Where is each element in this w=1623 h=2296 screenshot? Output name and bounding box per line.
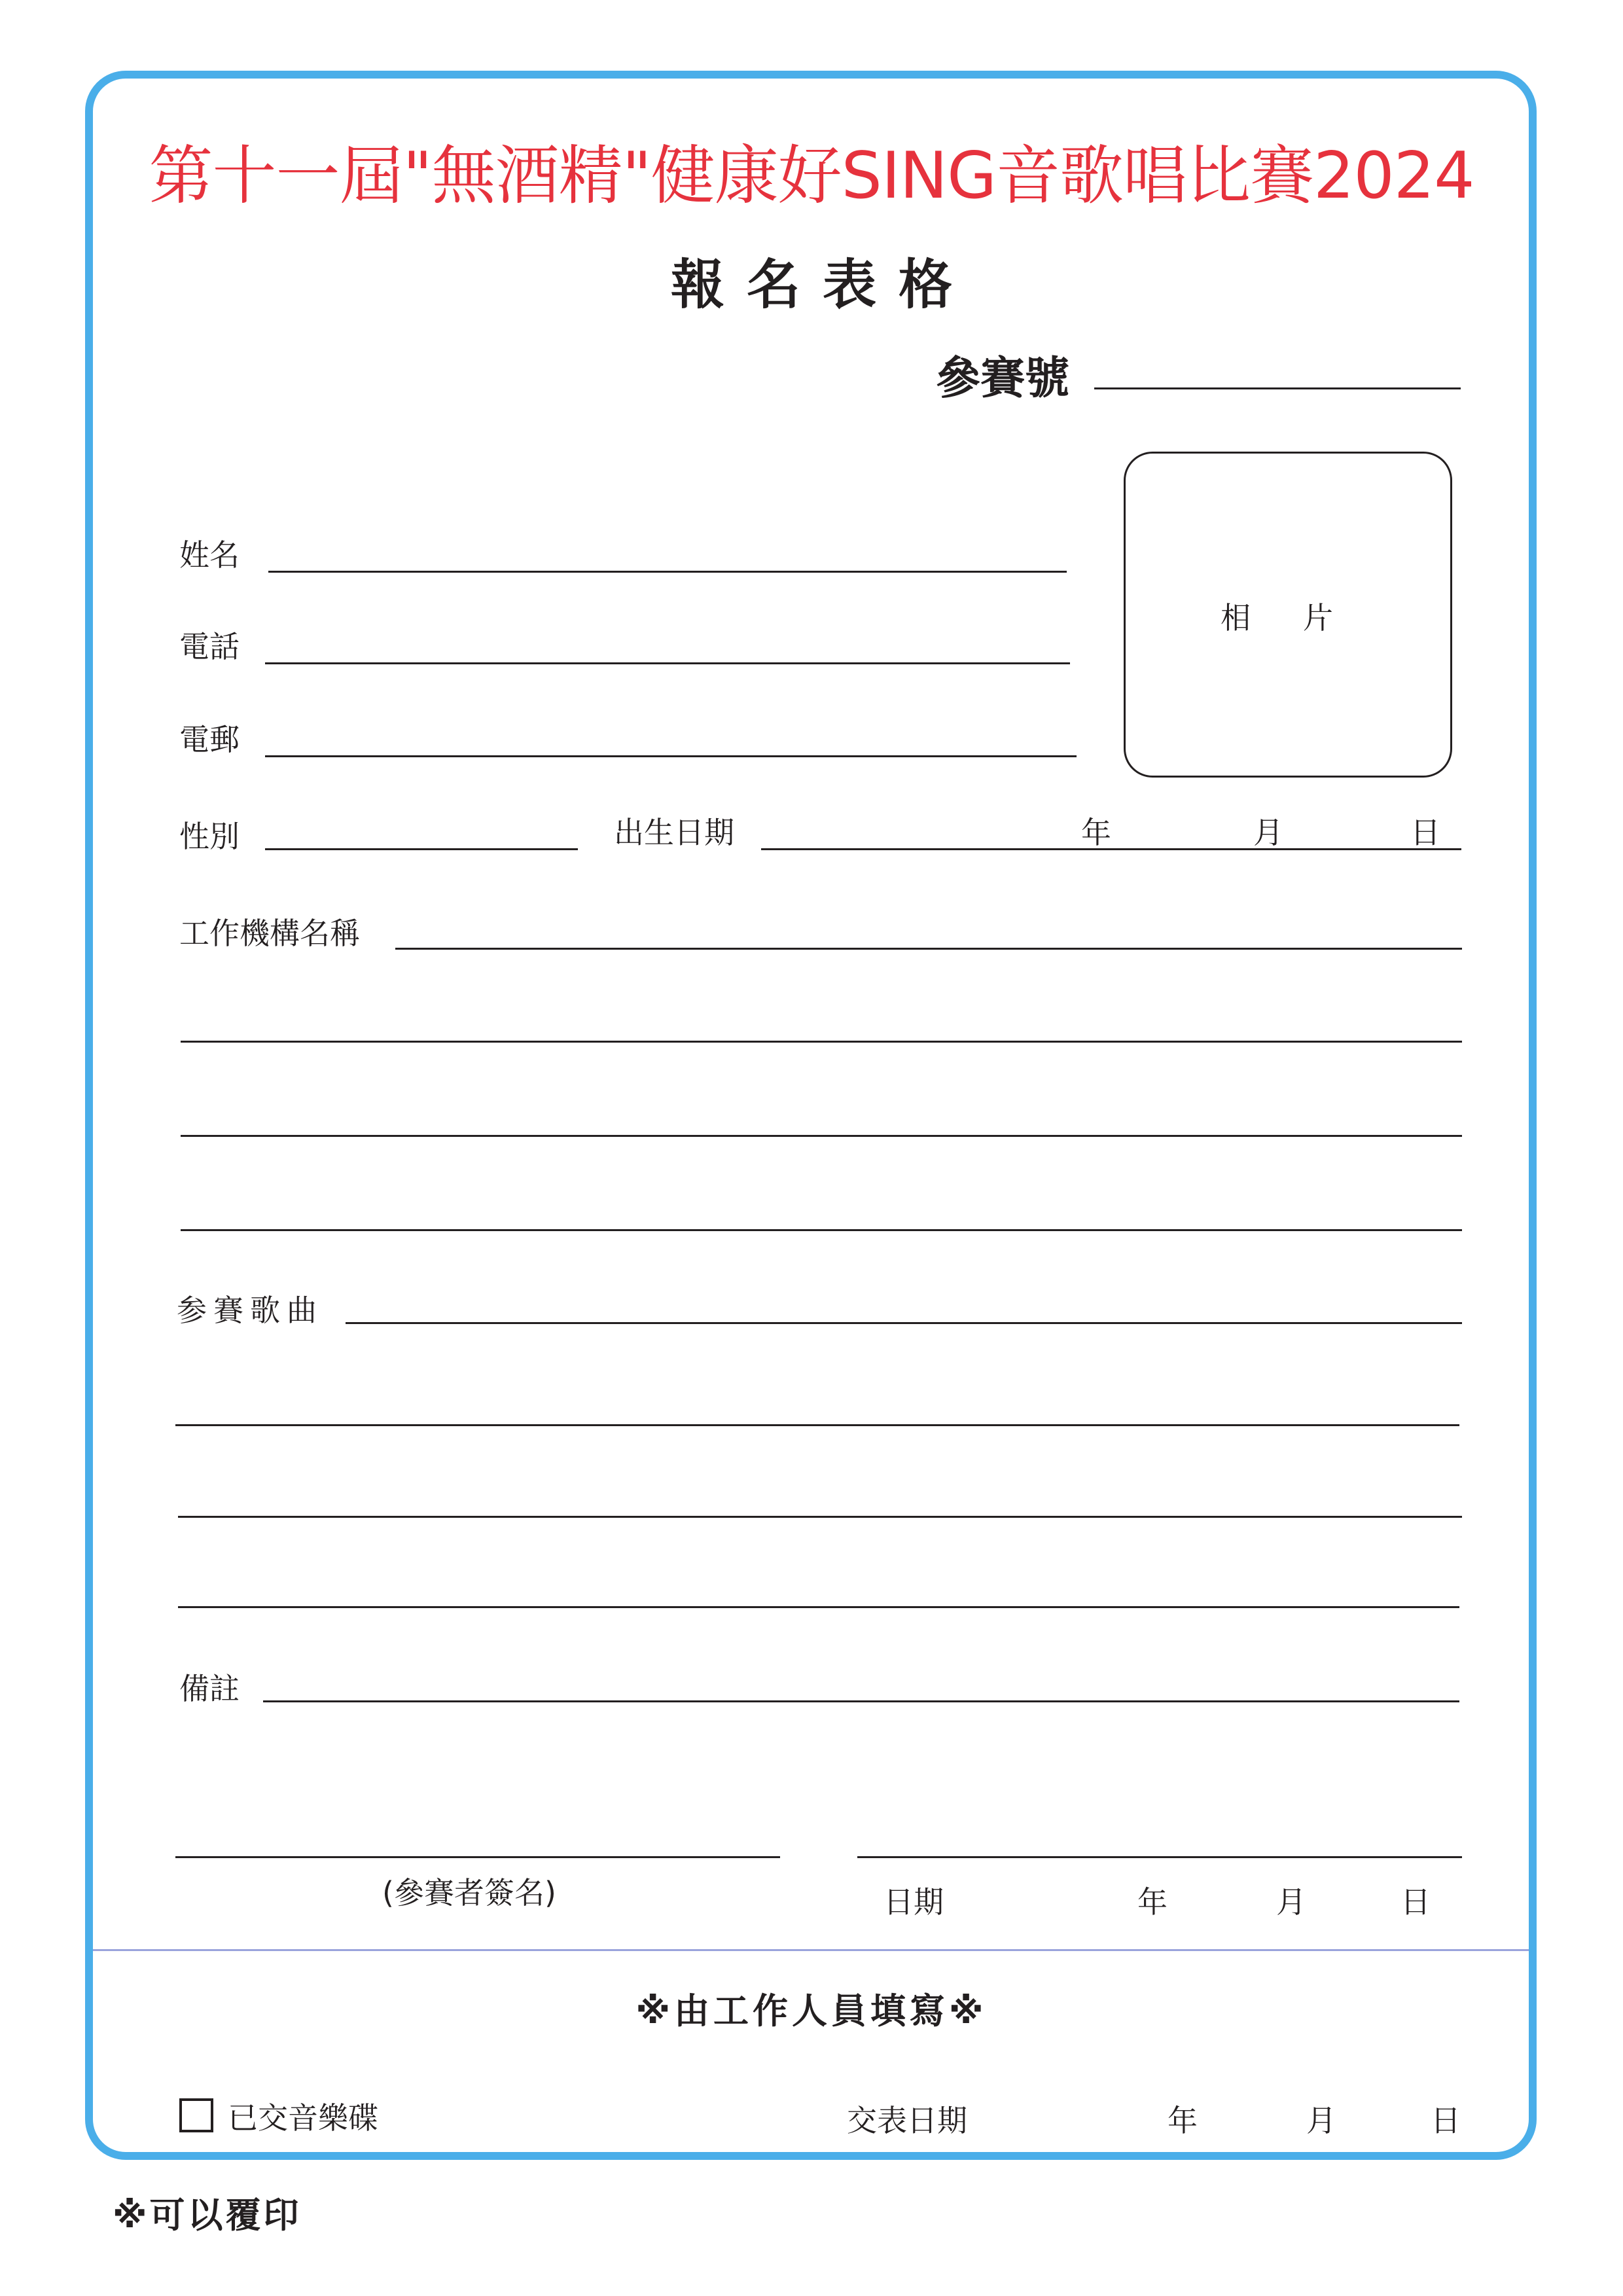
submit-day-unit: 日 <box>1431 2103 1461 2138</box>
form-title: 報名表格 <box>670 254 974 316</box>
photocopy-footnote: ※可以覆印 <box>113 2195 302 2236</box>
gender-field[interactable] <box>265 848 578 850</box>
remarks-label: 備註 <box>179 1671 240 1706</box>
organization-field[interactable] <box>395 948 1462 950</box>
organization-field-line-4[interactable] <box>181 1229 1462 1231</box>
birth-year-unit: 年 <box>1081 815 1111 850</box>
organization-field-line-3[interactable] <box>181 1135 1462 1137</box>
staff-section-divider <box>93 1949 1529 1951</box>
birth-date-label: 出生日期 <box>614 815 734 850</box>
entry-number-label: 參賽號 <box>936 353 1070 404</box>
submit-date-label: 交表日期 <box>847 2103 967 2138</box>
signature-date-label: 日期 <box>883 1884 944 1920</box>
signature-year-unit: 年 <box>1137 1884 1168 1920</box>
cd-submitted-label: 已交音樂碟 <box>228 2100 378 2136</box>
organization-field-line-2[interactable] <box>181 1041 1462 1043</box>
signature-date-field[interactable] <box>857 1856 1462 1858</box>
organization-label: 工作機構名稱 <box>179 916 360 951</box>
name-field[interactable] <box>268 571 1067 573</box>
signature-label: (參賽者簽名) <box>382 1875 556 1910</box>
songs-field[interactable] <box>346 1322 1462 1324</box>
submit-month-unit: 月 <box>1306 2103 1336 2138</box>
event-title: 第十一屆"無酒精"健康好SING音歌唱比賽2024 <box>149 139 1474 213</box>
signature-day-unit: 日 <box>1400 1884 1431 1920</box>
remarks-field[interactable] <box>263 1700 1459 1702</box>
birth-month-unit: 月 <box>1253 815 1283 850</box>
gender-label: 性別 <box>179 819 240 854</box>
songs-field-line-4[interactable] <box>178 1606 1459 1608</box>
entry-number-field[interactable] <box>1094 387 1461 389</box>
signature-month-unit: 月 <box>1276 1884 1306 1920</box>
signature-field[interactable] <box>175 1856 780 1858</box>
email-label: 電郵 <box>179 722 240 757</box>
form-frame <box>85 71 1537 2160</box>
songs-label: 参賽歌曲 <box>177 1293 323 1328</box>
staff-section-heading: ※由工作人員填寫※ <box>635 1990 988 2032</box>
birth-day-unit: 日 <box>1410 815 1440 850</box>
name-label: 姓名 <box>179 537 240 573</box>
phone-field[interactable] <box>265 662 1070 664</box>
songs-field-line-2[interactable] <box>175 1424 1459 1426</box>
birth-date-field[interactable] <box>761 848 1461 850</box>
songs-field-line-3[interactable] <box>178 1516 1462 1518</box>
phone-label: 電話 <box>179 629 240 664</box>
email-field[interactable] <box>265 755 1077 757</box>
submit-year-unit: 年 <box>1168 2103 1198 2138</box>
cd-submitted-checkbox[interactable] <box>179 2098 213 2132</box>
photo-label: 相片 <box>1221 600 1385 636</box>
